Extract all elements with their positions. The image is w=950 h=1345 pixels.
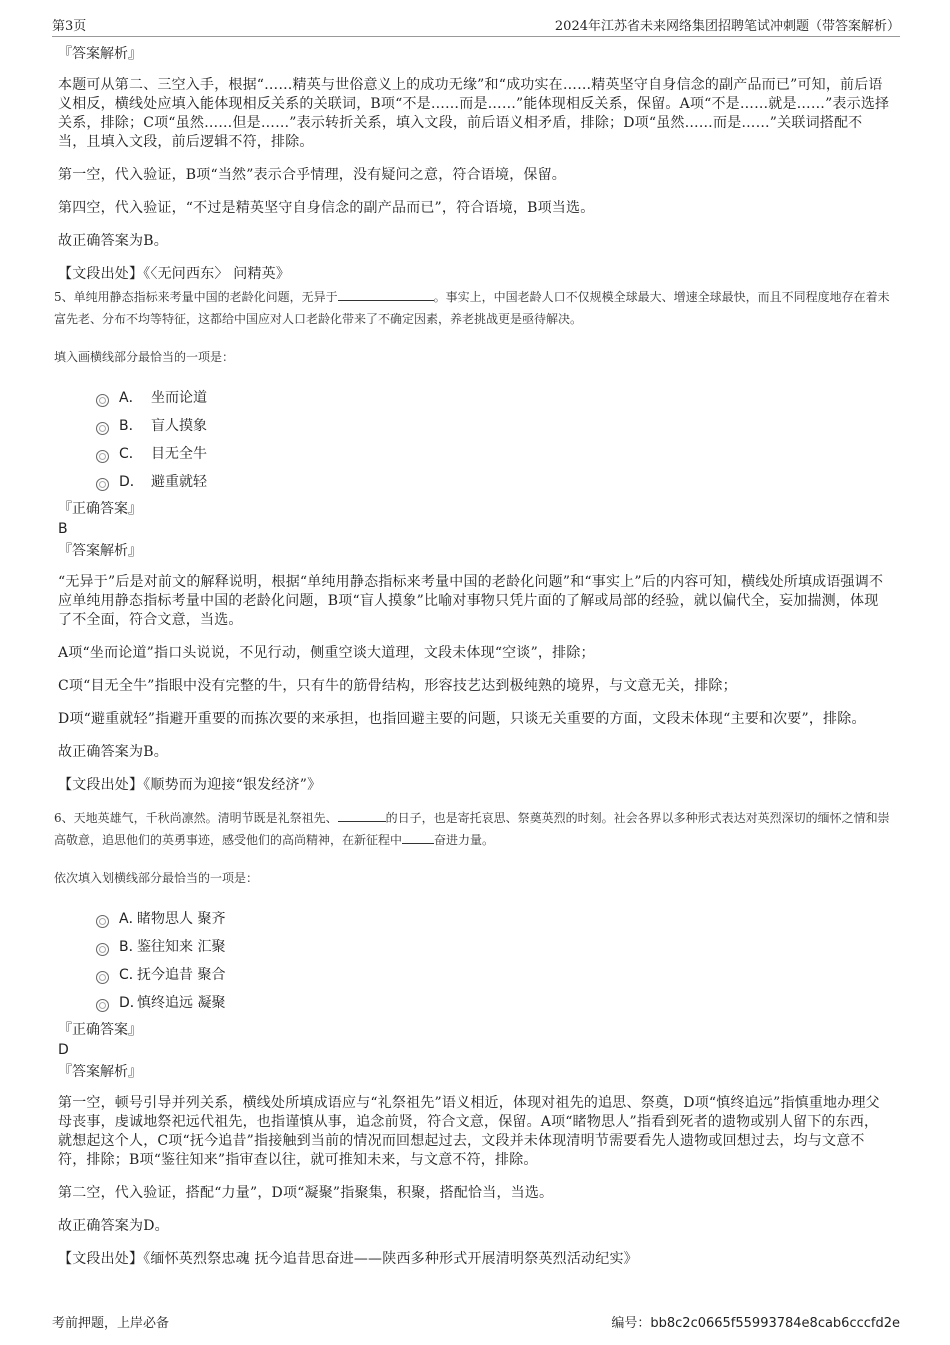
footer-slogan: 考前押题，上岸必备 xyxy=(52,1316,170,1331)
q6-blank-2 xyxy=(402,831,434,844)
option-letter: D． xyxy=(119,995,144,1011)
code-label: 编号： xyxy=(611,1316,651,1331)
document-title: 2024年江苏省未来网络集团招聘笔试冲刺题（带答案解析） xyxy=(554,19,900,34)
q6-stem-part: 6、天地英雄气，千秋尚凛然。清明节既是礼祭祖先、 xyxy=(54,811,338,825)
page-content xyxy=(54,44,890,1269)
q6-analysis-para: 第一空，顿号引导并列关系，横线处所填成语应与“礼祭祖先”语义相近，体现对祖先的追思、祭奠，D项“慎终追远”指慎重地办理父母丧事，虔诚地祭祀远代祖先，也指谨慎从事，追念前贤，符合文意，保留。A项“睹物思人”指看到死者的遗物或别人留下的东西，就想起这个人，C项“抚今追昔”指接触到当前的情况而回想起过去，文段并未体现清明节需要看先人遗物或回想过去，均与文意不符，排除；B项“鉴往知来”指审查以往，就可推知未来，与文意不符，排除。 xyxy=(58,1095,880,1168)
q5-analysis-para: D项“避重就轻”指避开重要的而拣次要的来承担，也指回避主要的问题，只谈无关重要的方面，文段未体现“主要和次要”，排除。 xyxy=(58,711,866,727)
q5-option-c[interactable] xyxy=(96,439,890,467)
option-text: 盲人摸象 xyxy=(151,418,207,434)
q6-stem-part: 的日子，也是寄托哀思、祭奠英烈的时刻。社会各界以多种形式表达对英烈深切的缅怀之情和崇高敬意，追思他们的英勇事迹，感受他们的高尚精神，在新征程中 xyxy=(54,811,890,847)
code-value: bb8c2c0665f55993784e8cab6cccfd2e xyxy=(650,1316,900,1331)
option-letter: A． xyxy=(119,390,143,406)
q4-analysis-para: 本题可从第二、三空入手，根据“……精英与世俗意义上的成功无缘”和“成功实在……精英坚守自身信念的副产品而已”可知，前后语义相反，横线处应填入能体现相反关系的关联词，B项“不是……而是……”能体现相反关系，保留。A项“不是……就是……”表示选择关系，排除；C项“虽然……但是……”表示转折关系，填入文段，前后语义相矛盾，排除；D项“虽然……而是……”关联词搭配不当，且填入文段，前后逻辑不符，排除。 xyxy=(58,77,890,150)
q4-analysis-para: 第一空，代入验证，B项“当然”表示合乎情理，没有疑问之意，符合语境，保留。 xyxy=(58,167,567,183)
q5-source: 【文段出处】《顺势而为迎接“银发经济”》 xyxy=(58,777,322,793)
q5-options xyxy=(96,383,890,495)
q6-option-b[interactable] xyxy=(96,932,890,960)
q4-conclusion: 故正确答案为B。 xyxy=(58,233,168,249)
option-text: 睹物思人 聚齐 xyxy=(137,911,226,927)
radio-icon[interactable] xyxy=(96,394,109,407)
option-text: 目无全牛 xyxy=(151,446,207,462)
q5-conclusion: 故正确答案为B。 xyxy=(58,744,168,760)
option-text: 慎终追远 凝聚 xyxy=(137,995,226,1011)
radio-icon[interactable] xyxy=(96,478,109,491)
q6-prompt: 依次填入划横线部分最恰当的一项是： xyxy=(54,871,259,885)
q5-prompt: 填入画横线部分最恰当的一项是： xyxy=(54,350,235,364)
q5-analysis-para: “无异于”后是对前文的解释说明，根据“单纯用静态指标来考量中国的老龄化问题”和“事实上”后的内容可知，横线处所填成语强调不应单纯用静态指标考量中国的老龄化问题，B项“盲人摸象”比喻对事物只凭片面的了解或局部的经验，就以偏代全，妄加揣测，体现了不全面，符合文意，当选。 xyxy=(58,574,884,628)
radio-icon[interactable] xyxy=(96,971,109,984)
q5-analysis-para: C项“目无全牛”指眼中没有完整的牛，只有牛的筋骨结构，形容技艺达到极纯熟的境界，与文意无关，排除； xyxy=(58,678,737,694)
option-letter: C． xyxy=(119,446,143,462)
option-text: 避重就轻 xyxy=(151,474,207,490)
q5-analysis-label: 『答案解析』 xyxy=(58,543,142,559)
q6-analysis-para: 第二空，代入验证，搭配“力量”，D项“凝聚”指聚集，积聚，搭配恰当，当选。 xyxy=(58,1185,554,1201)
option-text: 坐而论道 xyxy=(151,390,207,406)
q5-stem xyxy=(54,286,890,330)
q5-option-d[interactable] xyxy=(96,467,890,495)
radio-icon[interactable] xyxy=(96,450,109,463)
page-footer xyxy=(52,1312,900,1331)
q6-blank-1 xyxy=(338,809,386,822)
page-number: 第3页 xyxy=(52,19,87,34)
q5-option-b[interactable] xyxy=(96,411,890,439)
q6-stem xyxy=(54,807,890,851)
q6-option-c[interactable] xyxy=(96,960,890,988)
option-letter: C． xyxy=(119,967,143,983)
q6-option-d[interactable] xyxy=(96,988,890,1016)
q4-analysis-para: 第四空，代入验证，“不过是精英坚守自身信念的副产品而已”，符合语境，B项当选。 xyxy=(58,200,595,216)
q5-stem-part: 。事实上，中国老龄人口不仅规模全球最大、增速全球最快，而且不同程度地存在着未富先老、分布不均等特征，这都给中国应对人口老龄化带来了不确定因素，养老挑战更是亟待解决。 xyxy=(54,290,890,326)
option-letter: B． xyxy=(119,418,143,434)
document-code xyxy=(611,1312,900,1331)
radio-icon[interactable] xyxy=(96,915,109,928)
q5-correct-label: 『正确答案』 xyxy=(58,501,142,517)
option-text: 鉴往知来 汇聚 xyxy=(137,939,226,955)
option-letter: B． xyxy=(119,939,143,955)
page-header xyxy=(52,12,900,37)
radio-icon[interactable] xyxy=(96,999,109,1012)
option-letter: D． xyxy=(119,474,144,490)
q5-blank xyxy=(338,288,434,301)
q6-stem-part: 奋进力量。 xyxy=(434,833,495,847)
radio-icon[interactable] xyxy=(96,943,109,956)
q6-options xyxy=(96,904,890,1016)
q5-correct-answer: B xyxy=(58,521,68,537)
q4-analysis-label: 『答案解析』 xyxy=(58,46,142,62)
radio-icon[interactable] xyxy=(96,422,109,435)
q6-correct-answer: D xyxy=(58,1042,69,1058)
q5-stem-part: 5、单纯用静态指标来考量中国的老龄化问题，无异于 xyxy=(54,290,338,304)
q6-correct-label: 『正确答案』 xyxy=(58,1022,142,1038)
q6-analysis-label: 『答案解析』 xyxy=(58,1064,142,1080)
option-letter: A． xyxy=(119,911,143,927)
q6-option-a[interactable] xyxy=(96,904,890,932)
q6-conclusion: 故正确答案为D。 xyxy=(58,1218,169,1234)
q4-source: 【文段出处】《〈无问西东〉 问精英》 xyxy=(58,266,291,282)
q6-source: 【文段出处】《缅怀英烈祭忠魂 抚今追昔思奋进——陕西多种形式开展清明祭英烈活动纪实》 xyxy=(58,1251,638,1267)
q5-analysis-para: A项“坐而论道”指口头说说，不见行动，侧重空谈大道理，文段未体现“空谈”，排除； xyxy=(58,645,595,661)
q5-option-a[interactable] xyxy=(96,383,890,411)
option-text: 抚今追昔 聚合 xyxy=(137,967,226,983)
